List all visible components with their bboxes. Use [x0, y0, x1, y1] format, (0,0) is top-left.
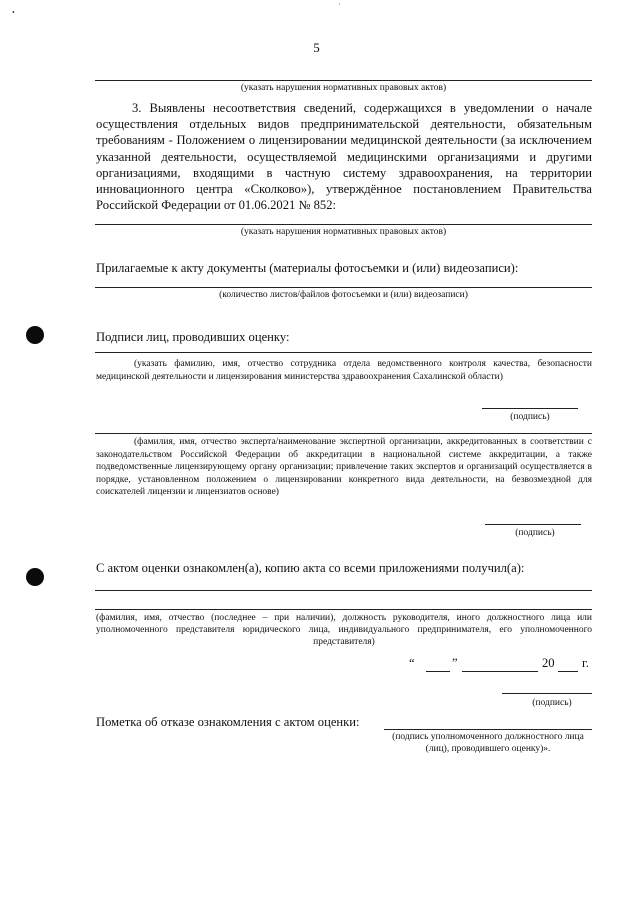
- employee-line: [95, 352, 592, 353]
- violations-line-1: [95, 80, 592, 81]
- acquainted-line: [95, 590, 592, 591]
- signatures-label: Подписи лиц, проводивших оценку:: [96, 330, 290, 344]
- caption-expert: (фамилия, имя, отчество эксперта/наименование экспертной организации, аккредитованных в соответствии с законодательством Российской Федерации об аккредитации в национальной системе аккредитации, а также подведомственные лицензирующему органу организации; привлечение таких экспертов и организаций осуществляется в порядке, установленном положением о лицензировании конкретного вида деятельности, на безвозмездной для соискателей лицензии и лицензиатов основе): [96, 437, 592, 497]
- punch-hole-1: [26, 326, 44, 344]
- caption-representative: (фамилия, имя, отчество (последнее – при наличии), должность руководителя, иного должностного лица или уполномоченного представителя юридического лица, индивидуального предпринимателя, его уполномоченного представителя): [96, 613, 592, 647]
- caption-signature-3: (подпись): [532, 698, 572, 708]
- margin-mark-top: ·: [338, 0, 341, 9]
- caption-employee: (указать фамилию, имя, отчество сотрудника отдела ведомственного контроля качества, безопасности медицинской деятельности и лицензирования министерства здравоохранения Сахалинской области): [96, 359, 592, 382]
- caption-signature-2: (подпись): [515, 528, 555, 538]
- refusal-line: [384, 729, 592, 730]
- refusal-label: Пометка об отказе ознакомления с актом оценки:: [96, 715, 360, 729]
- attached-docs-label: Прилагаемые к акту документы (материалы фотосъемки и (или) видеозаписи):: [96, 261, 519, 275]
- caption-sheet-count: (количество листов/файлов фотосъемки и (или) видеозаписи): [219, 290, 468, 300]
- caption-violations-1: (указать нарушения нормативных правовых актов): [240, 83, 447, 93]
- margin-mark-left: •: [12, 8, 15, 17]
- violations-line-2: [95, 224, 592, 225]
- date-month-line: [462, 671, 538, 672]
- acquainted-label: С актом оценки ознакомлен(а), копию акта со всеми приложениями получил(а):: [96, 561, 525, 575]
- page-number: 5: [313, 40, 320, 55]
- signature-line-2: [485, 524, 581, 525]
- signature-line-3: [502, 693, 592, 694]
- date-year-line: [558, 671, 578, 672]
- punch-hole-2: [26, 568, 44, 586]
- date-year-suffix: г.: [582, 656, 589, 670]
- attached-docs-line: [95, 287, 592, 288]
- date-close-quote: ”: [452, 656, 458, 670]
- date-day-line: [426, 671, 450, 672]
- caption-signature-1: (подпись): [510, 412, 550, 422]
- caption-violations-2: (указать нарушения нормативных правовых актов): [240, 227, 447, 237]
- date-year-prefix: 20: [542, 656, 555, 670]
- caption-refusal-signature: (подпись уполномоченного должностного лица (лиц), проводившего оценку)».: [392, 732, 584, 754]
- paragraph-3: 3. Выявлены несоответствия сведений, содержащихся в уведомлении о начале осуществления отдельных видов предпринимательской деятельности, обязательным требованиям - Положением о лицензировании медицинской деятельности (за исключением указанной деятельности, осуществляемой медицинскими организациями и другими организациями, входящими в частную систему здравоохранения, на территории инновационного центра «Сколково»), утверждённое постановлением Правительства Российской Федерации от 01.06.2021 № 852:: [96, 101, 592, 213]
- date-open-quote: “: [409, 656, 415, 670]
- representative-line: [95, 609, 592, 610]
- signature-line-1: [482, 408, 578, 409]
- expert-line: [95, 433, 592, 434]
